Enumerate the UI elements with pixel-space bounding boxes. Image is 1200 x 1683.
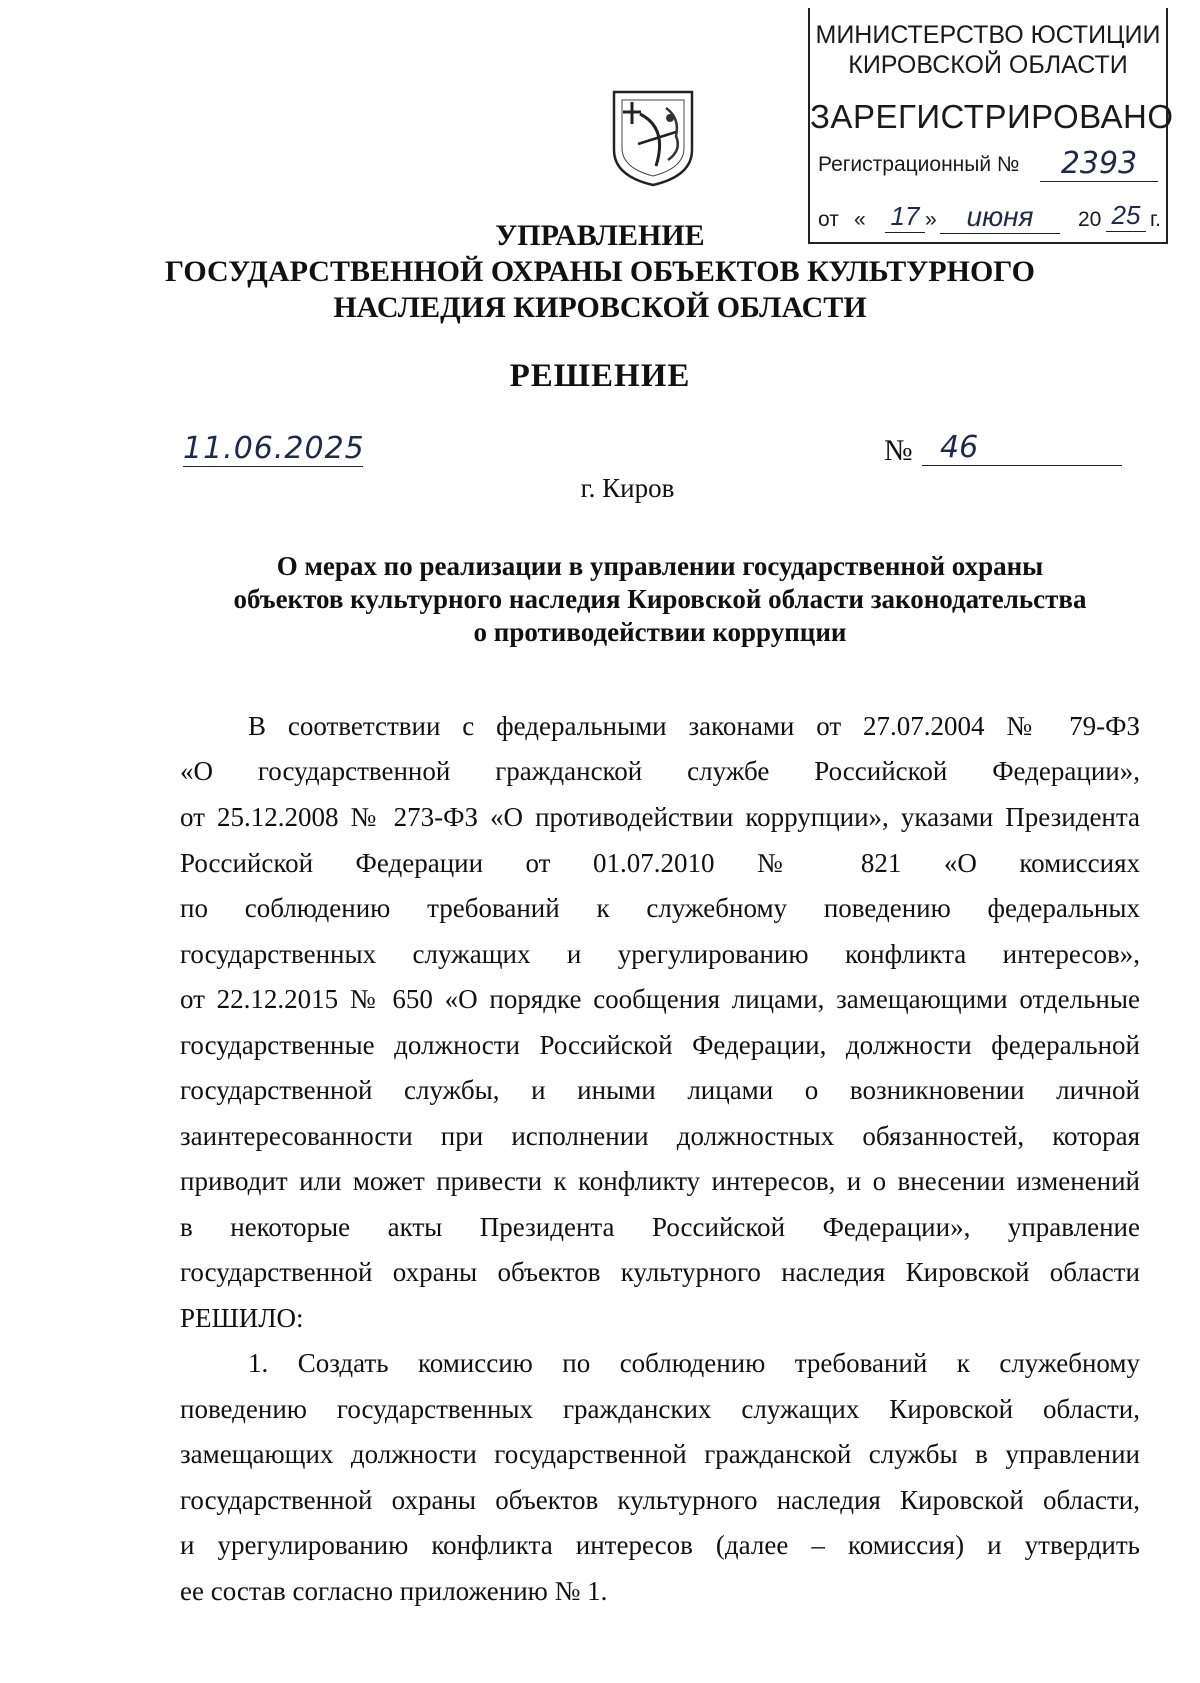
stamp-ministry-line1: МИНИСТЕРСТВО ЮСТИЦИИ bbox=[815, 21, 1161, 49]
body-line: 1. Создать комиссию по соблюдению требований к служебному bbox=[248, 1348, 1140, 1378]
body-line: В соответствии с федеральными законами от 27.07.2004 № 79-ФЗ bbox=[248, 711, 1140, 741]
body-line: государственной охраны объектов культурного наследия Кировской области bbox=[180, 1257, 1140, 1287]
stamp-year-g: г. bbox=[1150, 208, 1161, 231]
body-line: в некоторые акты Президента Российской Федерации», управление bbox=[180, 1212, 1140, 1242]
body-line: ее состав согласно приложению № 1. bbox=[180, 1576, 608, 1606]
decision-city: г. Киров bbox=[580, 473, 675, 503]
stamp-date-day: 17 bbox=[885, 201, 925, 233]
decision-subject bbox=[180, 550, 1140, 649]
decision-date: 11.06.2025 bbox=[183, 431, 365, 466]
subject-line-3: о противодействии коррупции bbox=[473, 617, 847, 647]
body-line: замещающих должности государственной гражданской службы в управлении bbox=[180, 1439, 1140, 1469]
stamp-registered: ЗАРЕГИСТРИРОВАНО bbox=[810, 98, 1174, 135]
coat-of-arms-icon bbox=[610, 88, 696, 188]
body-line: Российской Федерации от 01.07.2010 № 821 «О комиссиях bbox=[180, 848, 1140, 878]
stamp-date-from: от bbox=[818, 208, 839, 231]
body-line: государственные должности Российской Федерации, должности федеральной bbox=[180, 1030, 1140, 1060]
body-line: от 25.12.2008 № 273-ФЗ «О противодействии коррупции», указами Президента bbox=[180, 802, 1140, 832]
stamp-year-suffix: 25 bbox=[1106, 200, 1146, 232]
body-line: поведению государственных гражданских служащих Кировской области, bbox=[180, 1394, 1140, 1424]
body-line: государственных служащих и урегулированию конфликта интересов», bbox=[180, 939, 1140, 969]
body-line: от 22.12.2015 № 650 «О порядке сообщения лицами, замещающими отдельные bbox=[180, 984, 1140, 1014]
header-line-3: НАСЛЕДИЯ КИРОВСКОЙ ОБЛАСТИ bbox=[333, 291, 867, 324]
subject-line-2: объектов культурного наследия Кировской области законодательства bbox=[233, 584, 1087, 614]
body-line: по соблюдению требований к служебному поведению федеральных bbox=[180, 893, 1140, 923]
body-line: РЕШИЛО: bbox=[180, 1303, 304, 1333]
body-line: государственной службы, и иными лицами о возникновении личной bbox=[180, 1075, 1140, 1105]
stamp-ministry bbox=[810, 20, 1166, 80]
body-line: «О государственной гражданской службе Российской Федерации», bbox=[180, 756, 1140, 786]
body-line: приводит или может привести к конфликту интересов, и о внесении изменений bbox=[180, 1166, 1140, 1196]
stamp-quote-close: » bbox=[925, 208, 937, 231]
subject-line-1: О мерах по реализации в управлении государственной охраны bbox=[276, 551, 1044, 581]
body-line: и урегулированию конфликта интересов (далее – комиссия) и утвердить bbox=[180, 1530, 1140, 1560]
stamp-quote-open: « bbox=[854, 208, 866, 231]
stamp-year-prefix: 20 bbox=[1078, 208, 1102, 231]
stamp-reg-label: Регистрационный № bbox=[818, 153, 1020, 176]
body-line: государственной охраны объектов культурного наследия Кировской области, bbox=[180, 1485, 1140, 1515]
header-line-1: УПРАВЛЕНИЕ bbox=[495, 219, 705, 252]
header-line-2: ГОСУДАРСТВЕННОЙ ОХРАНЫ ОБЪЕКТОВ КУЛЬТУРНОГО bbox=[165, 255, 1035, 288]
stamp-reg-number: 2393 bbox=[1040, 146, 1158, 182]
stamp-date-month: июня bbox=[940, 201, 1060, 234]
stamp-ministry-line2: КИРОВСКОЙ ОБЛАСТИ bbox=[848, 51, 1128, 79]
decision-number: 46 bbox=[922, 430, 1122, 466]
document-title: РЕШЕНИЕ bbox=[509, 358, 691, 394]
body-line: заинтересованности при исполнении должностных обязанностей, которая bbox=[180, 1121, 1140, 1151]
registration-stamp bbox=[808, 8, 1174, 244]
decision-number-label: № bbox=[884, 434, 913, 467]
